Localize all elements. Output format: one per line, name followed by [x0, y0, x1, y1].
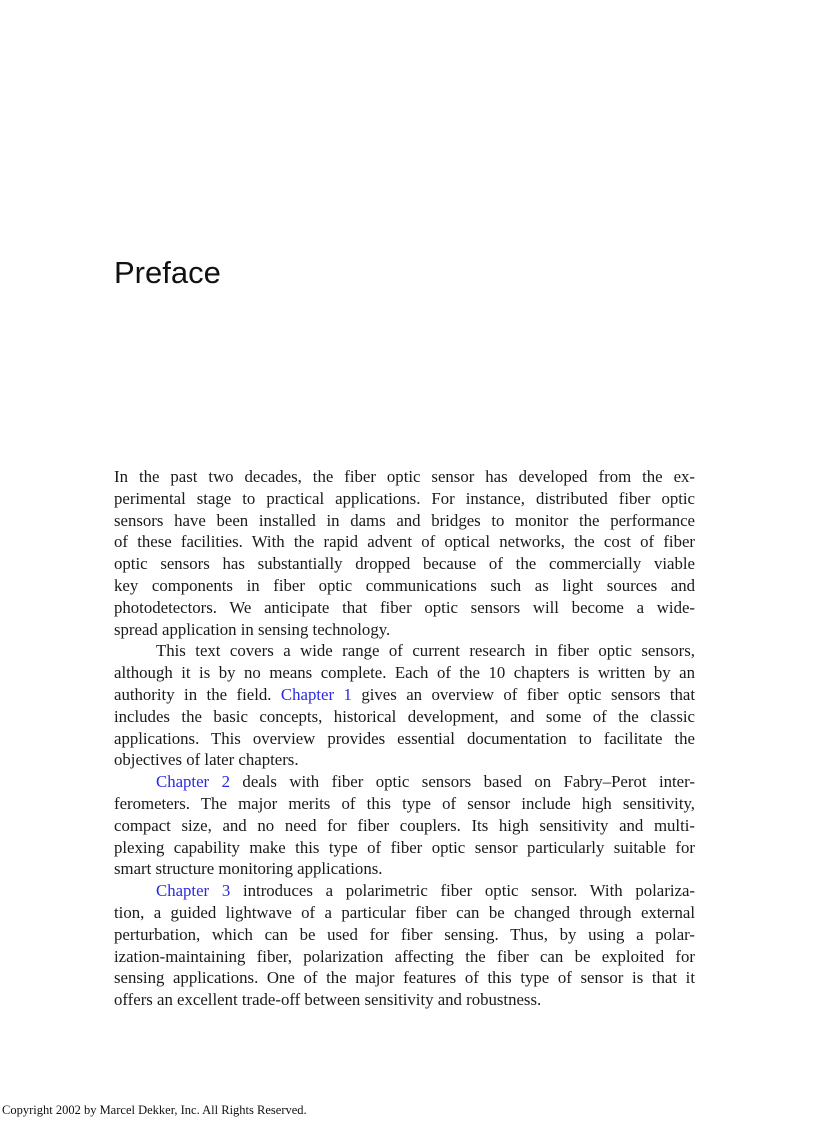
text-line: ferometers. The major merits of this type of sensor include high sensitivity, — [114, 793, 695, 813]
text-line: compact size, and no need for fiber couplers. Its high sensitivity and multi- — [114, 815, 695, 835]
text-line — [114, 684, 695, 706]
text-line: includes the basic concepts, historical development, and some of the classic — [114, 706, 695, 726]
text-line: plexing capability make this type of fiber optic sensor particularly suitable for — [114, 837, 695, 857]
text-line: perturbation, which can be used for fiber sensing. Thus, by using a polar- — [114, 924, 695, 944]
text-segment: authority in the field. — [114, 684, 281, 704]
preface-body — [114, 466, 695, 1011]
text-segment: gives an overview of fiber optic sensors that — [351, 684, 695, 704]
text-line: optic sensors has substantially dropped because of the commercially viable — [114, 554, 695, 574]
text-line: sensing applications. One of the major features of this type of sensor is that it — [114, 968, 695, 988]
text-line: This text covers a wide range of current research in fiber optic sensors, — [156, 641, 695, 661]
text-line: applications. This overview provides essential documentation to facilitate the — [114, 728, 695, 748]
text-line: spread application in sensing technology. — [114, 619, 391, 639]
text-line: although it is by no means complete. Each of the 10 chapters is written by an — [114, 663, 695, 683]
page-title: Preface — [114, 255, 221, 290]
text-line: key components in fiber optic communications such as light sources and — [114, 575, 695, 595]
chapter-3-link[interactable]: Chapter 3 — [156, 881, 231, 901]
text-line: In the past two decades, the fiber optic sensor has developed from the ex- — [114, 467, 695, 486]
text-segment: introduces a polarimetric fiber optic sensor. With polariza- — [230, 881, 695, 901]
copyright-footer: Copyright 2002 by Marcel Dekker, Inc. All Rights Reserved. — [2, 1103, 307, 1117]
text-segment: deals with fiber optic sensors based on Fabry–Perot inter- — [229, 772, 695, 792]
text-line — [114, 880, 695, 902]
chapter-2-link[interactable]: Chapter 2 — [156, 772, 230, 792]
text-line: sensors have been installed in dams and bridges to monitor the performance — [114, 510, 695, 530]
text-line: objectives of later chapters. — [114, 750, 299, 770]
text-line: tion, a guided lightwave of a particular fiber can be changed through external — [114, 902, 695, 922]
text-line: ization-maintaining fiber, polarization affecting the fiber can be exploited for — [114, 946, 695, 966]
text-line: photodetectors. We anticipate that fiber optic sensors will become a wide- — [114, 597, 695, 617]
text-line: smart structure monitoring applications. — [114, 859, 383, 879]
chapter-1-link[interactable]: Chapter 1 — [280, 684, 352, 704]
text-line: offers an excellent trade-off between sensitivity and robustness. — [114, 990, 542, 1010]
text-line: perimental stage to practical applications. For instance, distributed fiber optic — [114, 488, 695, 508]
text-line: of these facilities. With the rapid advent of optical networks, the cost of fiber — [114, 532, 695, 552]
text-line — [114, 771, 695, 793]
